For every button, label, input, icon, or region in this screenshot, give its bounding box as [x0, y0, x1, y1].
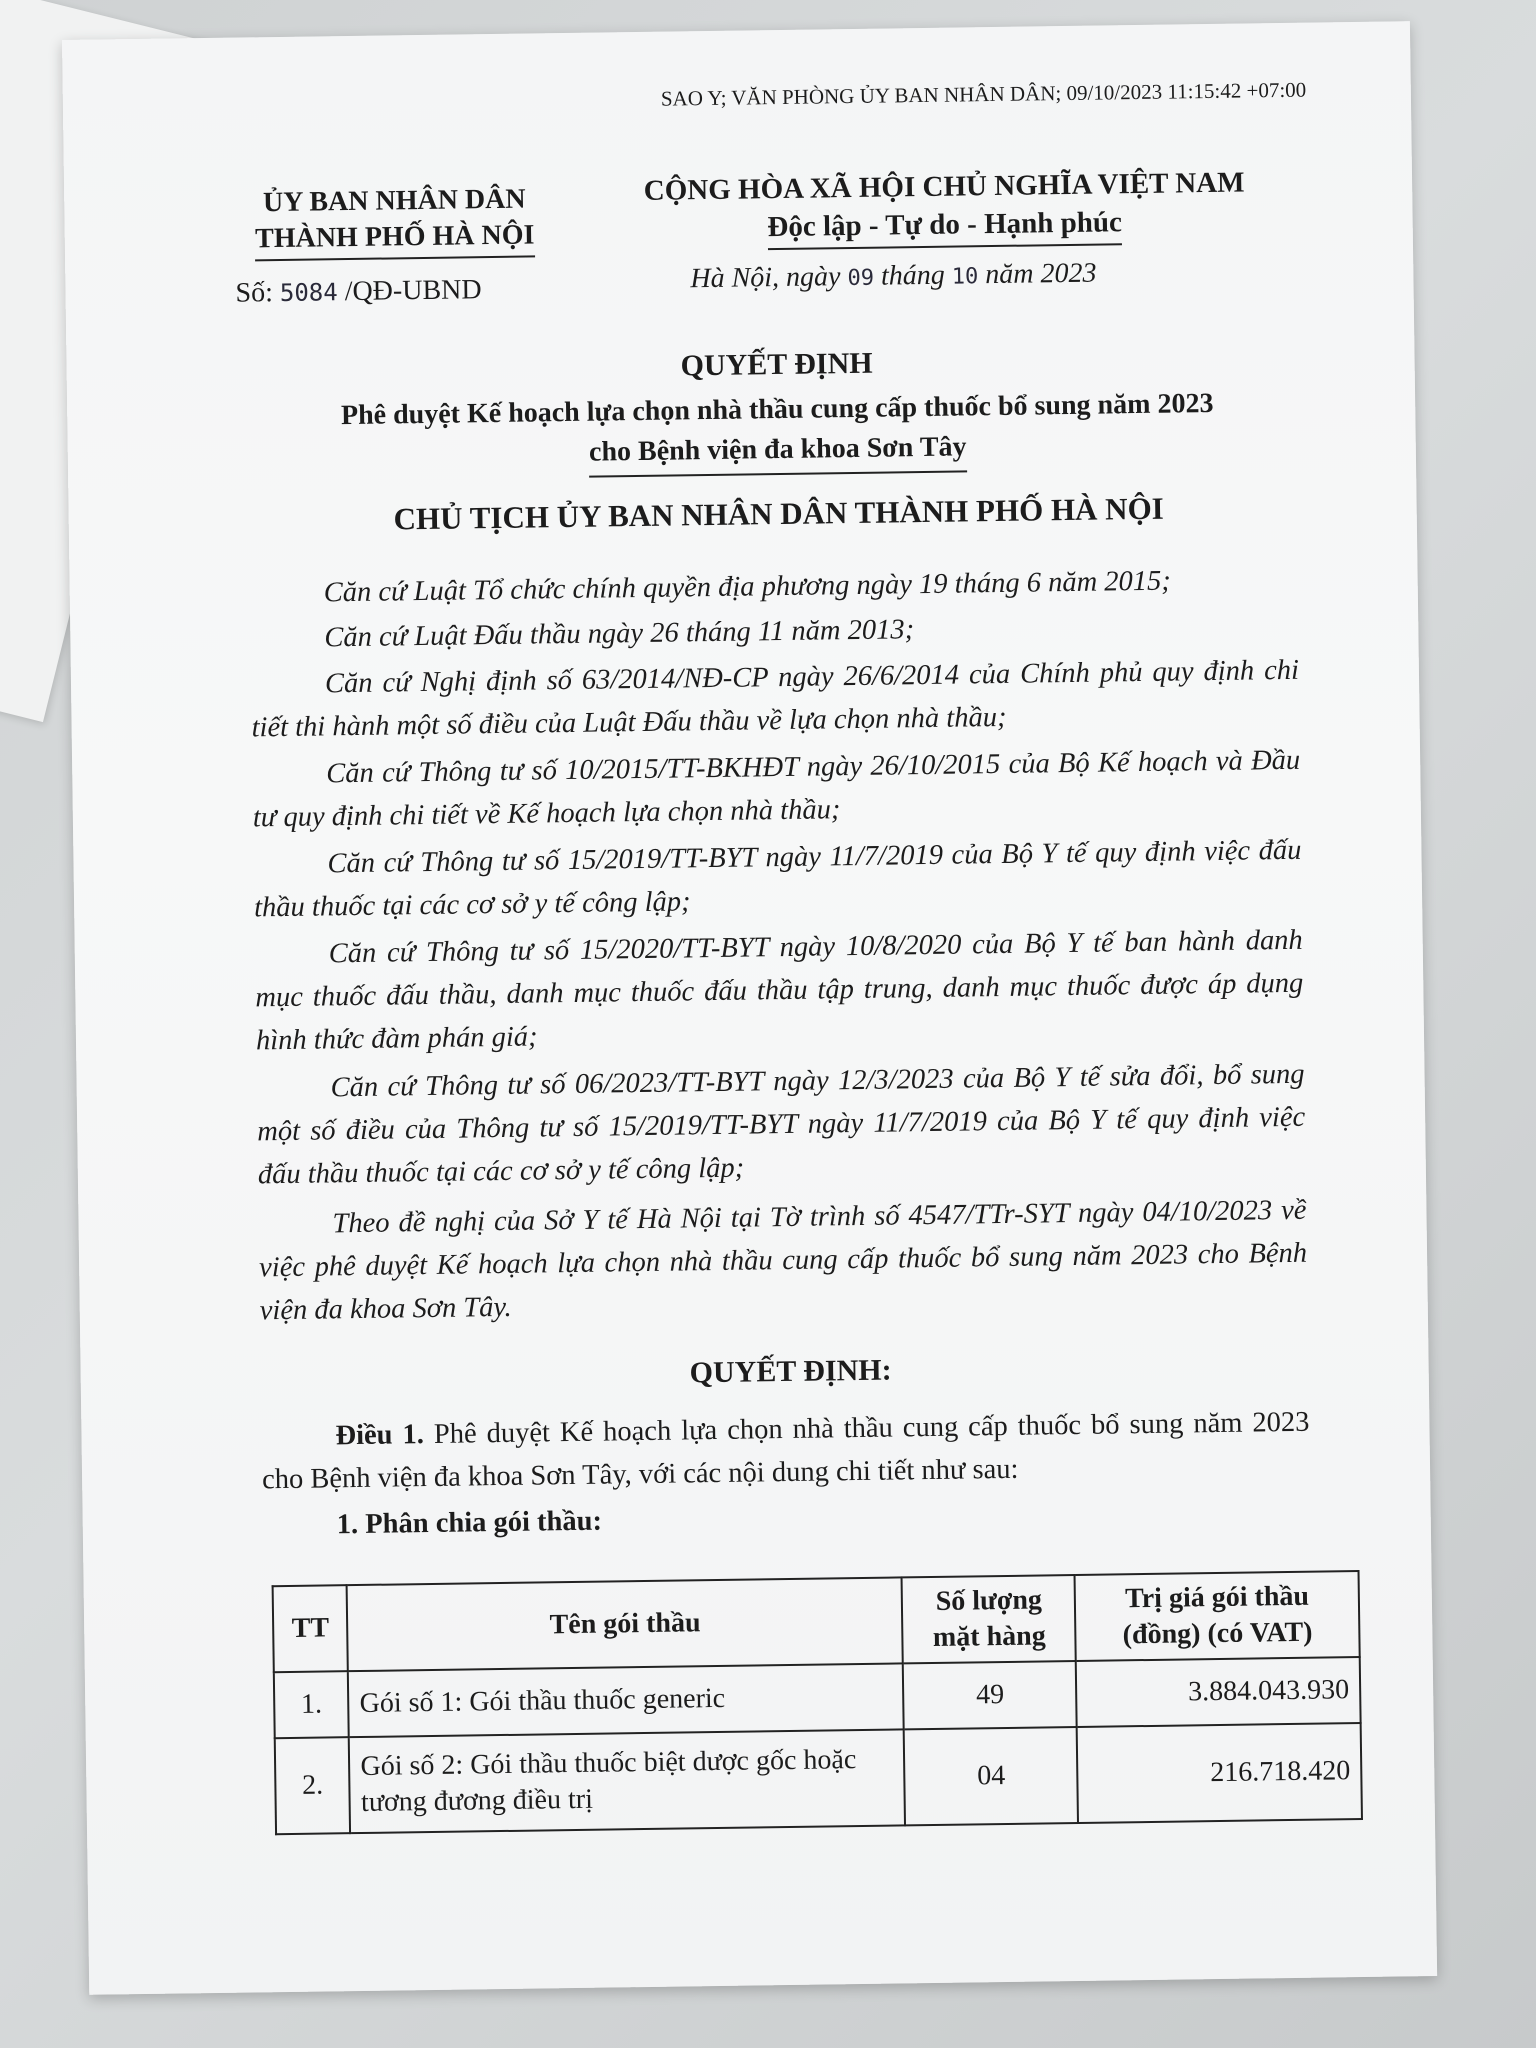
- subtitle-line1: Phê duyệt Kế hoạch lựa chọn nhà thầu cung cấp thuốc bổ sung năm 2023: [340, 387, 1214, 432]
- national-motto: Độc lập - Tự do - Hạnh phúc: [767, 203, 1122, 250]
- number-handwritten: 5084: [279, 278, 338, 307]
- cell-qty: 49: [903, 1661, 1077, 1729]
- header-value-line1: Trị giá gói thầu: [1124, 1580, 1310, 1615]
- article-1-label: Điều 1.: [335, 1419, 425, 1452]
- document-subtitle: [227, 382, 1328, 482]
- article-1: [261, 1401, 1310, 1502]
- section-1-heading: 1. Phân chia gói thầu:: [336, 1505, 603, 1541]
- copy-stamp: SAO Y; VĂN PHÒNG ỦY BAN NHÂN DÂN; 09/10/2023 11:15:42 +07:00: [660, 77, 1307, 111]
- document-page: [62, 21, 1437, 1995]
- number-prefix: Số:: [235, 277, 274, 309]
- cell-value: 216.718.420: [1077, 1723, 1362, 1823]
- cell-name: Gói số 1: Gói thầu thuốc generic: [348, 1663, 904, 1737]
- package-table: [272, 1570, 1363, 1835]
- preamble-item: Theo đề nghị của Sở Y tế Hà Nội tại Tờ trình số 4547/TTr-SYT ngày 04/10/2023 về việc phê duyệt Kế hoạch lựa chọn nhà thầu cung cấp thuốc bổ sung năm 2023 cho Bệnh viện đa khoa Sơn Tây.: [258, 1194, 1308, 1327]
- issuer-header: [224, 181, 565, 262]
- header-value: [1075, 1571, 1360, 1661]
- document-date: [690, 258, 1097, 296]
- preamble-item: Căn cứ Nghị định số 63/2014/NĐ-CP ngày 26/6/2014 của Chính phủ quy định chi tiết thi hành một số điều của Luật Đấu thầu về lựa chọn nhà thầu;: [251, 654, 1300, 744]
- article-1-text: Phê duyệt Kế hoạch lựa chọn nhà thầu cung cấp thuốc bổ sung năm 2023 cho Bệnh viện đa khoa Sơn Tây, với các nội dung chi tiết như sau:: [261, 1406, 1310, 1496]
- preamble-item: Căn cứ Thông tư số 15/2020/TT-BYT ngày 10/8/2020 của Bộ Y tế ban hành danh mục thuốc đấu thầu, danh mục thuốc đấu thầu tập trung, danh mục thuốc được áp dụng hình thức đàm phán giá;: [255, 924, 1304, 1057]
- authority-heading: CHỦ TỊCH ỦY BAN NHÂN DÂN THÀNH PHỐ HÀ NỘI: [393, 490, 1164, 537]
- decision-heading: QUYẾT ĐỊNH:: [689, 1353, 892, 1390]
- preamble-item: Căn cứ Luật Đấu thầu ngày 26 tháng 11 năm 2013;: [324, 614, 915, 654]
- header-qty: [902, 1575, 1076, 1663]
- date-month-label: tháng: [880, 259, 945, 292]
- national-header: [594, 163, 1295, 253]
- issuer-line2: THÀNH PHỐ HÀ NỘI: [255, 217, 535, 261]
- preamble-item: Căn cứ Thông tư số 15/2019/TT-BYT ngày 11/7/2019 của Bộ Y tế quy định việc đấu thầu thuốc tại các cơ sở y tế công lập;: [253, 834, 1302, 924]
- cell-value: 3.884.043.930: [1076, 1657, 1360, 1727]
- header-tt: TT: [273, 1585, 349, 1672]
- date-year: năm 2023: [985, 257, 1097, 291]
- preamble-item: Căn cứ Thông tư số 06/2023/TT-BYT ngày 12/3/2023 của Bộ Y tế sửa đổi, bổ sung một số điều của Thông tư số 15/2019/TT-BYT ngày 11/7/2019 của Bộ Y tế quy định việc đấu thầu thuốc tại các cơ sở y tế công lập;: [257, 1058, 1306, 1191]
- cell-tt: 1.: [274, 1671, 349, 1738]
- subtitle-line2: cho Bệnh viện đa khoa Sơn Tây: [589, 427, 967, 477]
- date-month: 10: [951, 264, 979, 290]
- document-title: QUYẾT ĐỊNH: [680, 346, 873, 383]
- preamble-item: Căn cứ Thông tư số 10/2015/TT-BKHĐT ngày 26/10/2015 của Bộ Kế hoạch và Đầu tư quy định chi tiết về Kế hoạch lựa chọn nhà thầu;: [252, 744, 1301, 834]
- document-number: [235, 274, 481, 309]
- header-qty-line2: mặt hàng: [932, 1620, 1046, 1653]
- table-header-row: [273, 1571, 1360, 1672]
- date-day: 09: [847, 265, 875, 292]
- cell-qty: 04: [904, 1727, 1078, 1825]
- national-name: CỘNG HÒA XÃ HỘI CHỦ NGHĨA VIỆT NAM: [643, 166, 1245, 207]
- number-suffix: /QĐ-UBND: [344, 274, 482, 308]
- date-place: Hà Nội, ngày: [690, 261, 841, 295]
- header-name: Tên gói thầu: [347, 1577, 903, 1671]
- header-value-line2: (đồng) (có VAT): [1122, 1616, 1313, 1651]
- preamble-item: Căn cứ Luật Tổ chức chính quyền địa phương ngày 19 tháng 6 năm 2015;: [323, 565, 1171, 609]
- issuer-line1: ỦY BAN NHÂN DÂN: [262, 183, 526, 219]
- header-qty-line1: Số lượng: [935, 1584, 1043, 1617]
- cell-tt: 2.: [275, 1737, 351, 1834]
- cell-name: Gói số 2: Gói thầu thuốc biệt dược gốc hoặc tương đương điều trị: [349, 1729, 905, 1833]
- table-row: [275, 1723, 1362, 1834]
